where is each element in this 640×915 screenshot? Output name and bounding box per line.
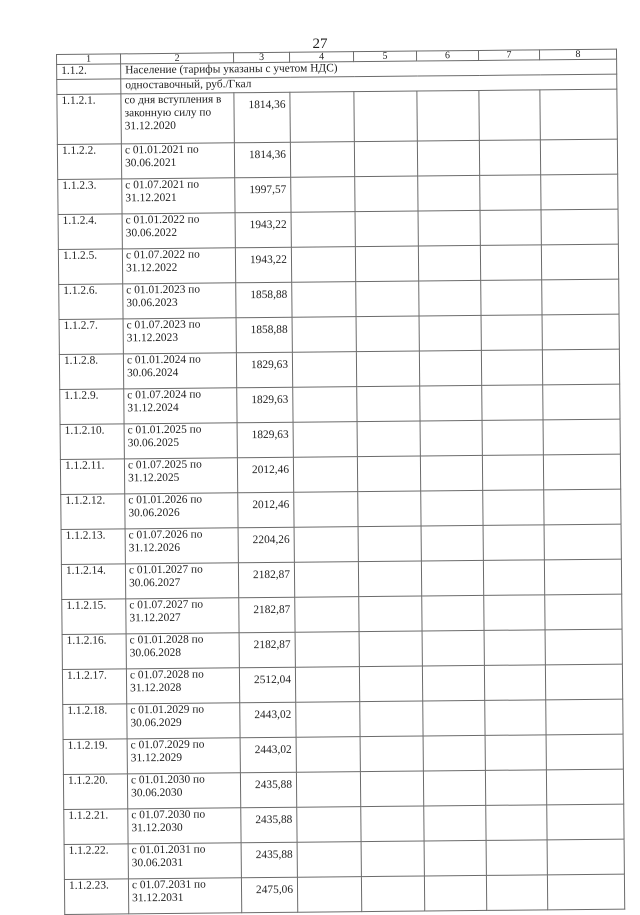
empty-cell <box>481 280 542 316</box>
table-row <box>58 174 618 214</box>
empty-cell <box>361 841 424 877</box>
empty-cell <box>293 422 357 458</box>
table-row <box>58 244 618 284</box>
row-tariff-value: 2512,04 <box>239 667 295 703</box>
table-row <box>63 769 623 809</box>
row-code: 1.1.2.20. <box>63 774 127 810</box>
row-code: 1.1.2.15. <box>62 599 126 635</box>
empty-cell <box>359 596 422 632</box>
empty-cell <box>541 244 618 280</box>
row-period: с 01.07.2021 по 31.12.2021 <box>122 178 235 214</box>
row-code: 1.1.2.18. <box>63 704 127 740</box>
empty-cell <box>541 209 618 245</box>
empty-cell <box>544 524 621 560</box>
row-period: с 01.01.2029 по 30.06.2029 <box>127 703 240 739</box>
row-code: 1.1.2.5. <box>58 249 122 285</box>
empty-cell <box>547 839 624 875</box>
column-number: 5 <box>353 51 416 62</box>
tariff-type-label: одноставочный, руб./Гкал <box>121 74 617 94</box>
empty-cell <box>359 631 422 667</box>
empty-cell <box>297 877 361 913</box>
empty-cell <box>291 247 355 283</box>
row-tariff-value: 2204,26 <box>238 527 294 563</box>
row-period: с 01.01.2031 по 30.06.2031 <box>128 843 241 879</box>
row-code: 1.1.2.1. <box>57 94 121 145</box>
empty-cell <box>482 420 543 456</box>
empty-cell <box>359 666 422 702</box>
row-tariff-value: 1814,36 <box>234 92 290 143</box>
empty-cell <box>424 875 486 911</box>
empty-cell <box>291 177 355 213</box>
empty-cell <box>417 90 479 141</box>
empty-cell <box>358 491 421 527</box>
table-row <box>61 524 621 564</box>
table-row <box>59 349 619 389</box>
page-number: 27 <box>312 36 328 52</box>
empty-cell <box>546 734 623 770</box>
row-period: с 01.01.2025 по 30.06.2025 <box>124 423 237 459</box>
table-row <box>63 699 623 739</box>
empty-cell <box>420 420 482 456</box>
empty-cell <box>419 315 481 351</box>
empty-cell <box>361 806 424 842</box>
row-period: с 01.01.2027 по 30.06.2027 <box>125 563 238 599</box>
empty-cell <box>357 421 420 457</box>
table-row <box>60 419 620 459</box>
empty-cell <box>547 874 624 910</box>
row-code: 1.1.2.9. <box>60 389 124 425</box>
row-period: со дня вступления в законную силу по 31.12.2020 <box>121 93 234 144</box>
empty-cell <box>356 351 419 387</box>
tariff-table-sheet <box>56 49 624 915</box>
column-number: 3 <box>233 52 289 63</box>
group-code: 1.1.2. <box>57 64 121 80</box>
row-tariff-value: 2443,02 <box>240 737 296 773</box>
column-number: 1 <box>57 54 121 65</box>
empty-cell <box>360 701 423 737</box>
empty-cell <box>486 805 547 841</box>
empty-cell <box>297 842 361 878</box>
empty-cell <box>421 525 483 561</box>
empty-cell <box>420 455 482 491</box>
empty-cell <box>354 141 417 177</box>
table-row <box>62 629 622 669</box>
empty-cell <box>423 700 485 736</box>
empty-cell <box>542 314 619 350</box>
empty-cell <box>360 736 423 772</box>
empty-cell <box>423 770 485 806</box>
empty-cell <box>485 735 546 771</box>
empty-cell <box>423 735 485 771</box>
empty-cell <box>357 456 420 492</box>
empty-cell <box>360 771 423 807</box>
row-tariff-value: 1997,57 <box>235 177 291 213</box>
row-code: 1.1.2.8. <box>59 354 123 390</box>
tariff-table <box>56 49 625 915</box>
empty-cell <box>479 140 540 176</box>
row-tariff-value: 2182,87 <box>239 597 295 633</box>
empty-cell <box>545 629 622 665</box>
row-code: 1.1.2.11. <box>60 459 124 495</box>
empty-cell <box>543 384 620 420</box>
row-period: с 01.01.2023 по 30.06.2023 <box>123 283 236 319</box>
table-row <box>60 384 620 424</box>
table-row <box>64 804 624 844</box>
empty-cell <box>542 349 619 385</box>
empty-cell <box>543 454 620 490</box>
row-code: 1.1.2.23. <box>64 879 128 915</box>
row-code: 1.1.2.10. <box>60 424 124 460</box>
row-period: с 01.07.2029 по 31.12.2029 <box>127 738 240 774</box>
row-tariff-value: 2012,46 <box>237 457 293 493</box>
empty-cell <box>294 492 358 528</box>
row-period: с 01.07.2023 по 31.12.2023 <box>123 318 236 354</box>
empty-cell <box>544 489 621 525</box>
table-row <box>59 314 619 354</box>
empty-cell <box>484 665 545 701</box>
column-number: 6 <box>416 50 478 61</box>
row-tariff-value: 1943,22 <box>235 247 291 283</box>
row-code: 1.1.2.6. <box>59 284 123 320</box>
empty-cell <box>293 457 357 493</box>
empty-cell <box>547 804 624 840</box>
empty-cell <box>296 737 360 773</box>
empty-cell <box>483 525 544 561</box>
table-row <box>61 559 621 599</box>
row-code: 1.1.2.12. <box>61 494 125 530</box>
empty-cell <box>296 702 360 738</box>
empty-cell <box>419 350 481 386</box>
row-code: 1.1.2.2. <box>57 144 121 180</box>
empty-cell <box>418 175 480 211</box>
empty-cell <box>546 769 623 805</box>
row-period: с 01.01.2022 по 30.06.2022 <box>122 213 235 249</box>
row-code: 1.1.2.14. <box>61 564 125 600</box>
empty-cell <box>357 386 420 422</box>
empty-cell <box>418 210 480 246</box>
column-number: 2 <box>121 53 234 64</box>
row-tariff-value: 1829,63 <box>237 387 293 423</box>
row-period: с 01.07.2027 по 31.12.2027 <box>126 598 239 634</box>
column-number: 4 <box>289 52 353 63</box>
empty-cell <box>291 212 355 248</box>
empty-cell <box>422 630 484 666</box>
table-row <box>57 139 617 179</box>
row-code: 1.1.2.3. <box>58 179 122 215</box>
row-code: 1.1.2.19. <box>63 739 127 775</box>
empty-cell <box>485 700 546 736</box>
table-row <box>61 489 621 529</box>
row-period: с 01.01.2024 по 30.06.2024 <box>123 353 236 389</box>
empty-cell <box>355 176 418 212</box>
empty-cell <box>295 632 359 668</box>
row-tariff-value: 1829,63 <box>237 422 293 458</box>
empty-cell <box>482 385 543 421</box>
empty-cell <box>421 560 483 596</box>
empty-cell <box>292 282 356 318</box>
table-row <box>62 664 622 704</box>
row-period: с 01.07.2024 по 31.12.2024 <box>124 388 237 424</box>
row-code: 1.1.2.21. <box>64 809 128 845</box>
column-number: 8 <box>539 49 616 60</box>
empty-cell <box>296 772 360 808</box>
empty-cell <box>482 455 543 491</box>
row-code: 1.1.2.13. <box>61 529 125 565</box>
row-code: 1.1.2.7. <box>59 319 123 355</box>
empty-cell <box>543 419 620 455</box>
empty-cell <box>540 139 617 175</box>
row-tariff-value: 2012,46 <box>238 492 294 528</box>
empty-cell <box>424 805 486 841</box>
empty-cell <box>421 490 483 526</box>
empty-cell <box>292 317 356 353</box>
row-period: с 01.07.2025 по 31.12.2025 <box>124 458 237 494</box>
row-tariff-value: 1858,88 <box>236 282 292 318</box>
empty-cell <box>294 562 358 598</box>
row-period: с 01.01.2026 по 30.06.2026 <box>125 493 238 529</box>
empty-cell <box>57 79 121 95</box>
empty-cell <box>480 245 541 281</box>
empty-cell <box>292 352 356 388</box>
empty-cell <box>418 245 480 281</box>
row-tariff-value: 2435,88 <box>240 772 296 808</box>
empty-cell <box>542 279 619 315</box>
empty-cell <box>358 561 421 597</box>
empty-cell <box>419 280 481 316</box>
empty-cell <box>481 350 542 386</box>
table-row <box>60 454 620 494</box>
empty-cell <box>355 211 418 247</box>
empty-cell <box>546 699 623 735</box>
empty-cell <box>480 175 541 211</box>
empty-cell <box>420 385 482 421</box>
empty-cell <box>295 667 359 703</box>
empty-cell <box>361 876 424 912</box>
empty-cell <box>354 91 417 142</box>
row-period: с 01.01.2030 по 30.06.2030 <box>127 773 240 809</box>
row-code: 1.1.2.22. <box>64 844 128 880</box>
empty-cell <box>545 594 622 630</box>
empty-cell <box>486 840 547 876</box>
empty-cell <box>541 174 618 210</box>
row-tariff-value: 2435,88 <box>241 807 297 843</box>
empty-cell <box>483 490 544 526</box>
row-period: с 01.07.2031 по 31.12.2031 <box>128 878 241 914</box>
empty-cell <box>484 595 545 631</box>
empty-cell <box>486 875 547 911</box>
empty-cell <box>545 664 622 700</box>
row-tariff-value: 1858,88 <box>236 317 292 353</box>
empty-cell <box>479 90 540 141</box>
empty-cell <box>484 630 545 666</box>
row-code: 1.1.2.4. <box>58 214 122 250</box>
empty-cell <box>424 840 486 876</box>
row-period: с 01.01.2021 по 30.06.2021 <box>121 143 234 179</box>
row-tariff-value: 2435,88 <box>241 842 297 878</box>
empty-cell <box>485 770 546 806</box>
row-tariff-value: 1814,36 <box>234 142 290 178</box>
table-row <box>57 89 617 144</box>
column-number: 7 <box>478 50 539 61</box>
empty-cell <box>356 316 419 352</box>
row-tariff-value: 1943,22 <box>235 212 291 248</box>
empty-cell <box>356 281 419 317</box>
empty-cell <box>293 387 357 423</box>
row-tariff-value: 2182,87 <box>239 632 295 668</box>
row-tariff-value: 2475,06 <box>241 877 297 913</box>
empty-cell <box>355 246 418 282</box>
empty-cell <box>358 526 421 562</box>
row-period: с 01.07.2022 по 31.12.2022 <box>122 248 235 284</box>
table-row <box>62 594 622 634</box>
row-code: 1.1.2.17. <box>62 669 126 705</box>
empty-cell <box>481 315 542 351</box>
row-code: 1.1.2.16. <box>62 634 126 670</box>
empty-cell <box>483 560 544 596</box>
empty-cell <box>540 89 617 140</box>
row-tariff-value: 1829,63 <box>236 352 292 388</box>
table-row <box>64 839 624 879</box>
group-title: Население (тарифы указаны с учетом НДС) <box>121 59 617 79</box>
empty-cell <box>480 210 541 246</box>
table-row <box>59 279 619 319</box>
row-tariff-value: 2443,02 <box>240 702 296 738</box>
empty-cell <box>294 527 358 563</box>
row-period: с 01.07.2026 по 31.12.2026 <box>125 528 238 564</box>
table-row <box>58 209 618 249</box>
empty-cell <box>417 140 479 176</box>
table-row <box>64 874 624 914</box>
empty-cell <box>297 807 361 843</box>
empty-cell <box>544 559 621 595</box>
empty-cell <box>290 92 354 143</box>
row-period: с 01.07.2030 по 31.12.2030 <box>128 808 241 844</box>
empty-cell <box>290 142 354 178</box>
table-row <box>63 734 623 774</box>
empty-cell <box>422 665 484 701</box>
empty-cell <box>295 597 359 633</box>
row-tariff-value: 2182,87 <box>238 562 294 598</box>
row-period: с 01.07.2028 по 31.12.2028 <box>126 668 239 704</box>
row-period: с 01.01.2028 по 30.06.2028 <box>126 633 239 669</box>
empty-cell <box>422 595 484 631</box>
